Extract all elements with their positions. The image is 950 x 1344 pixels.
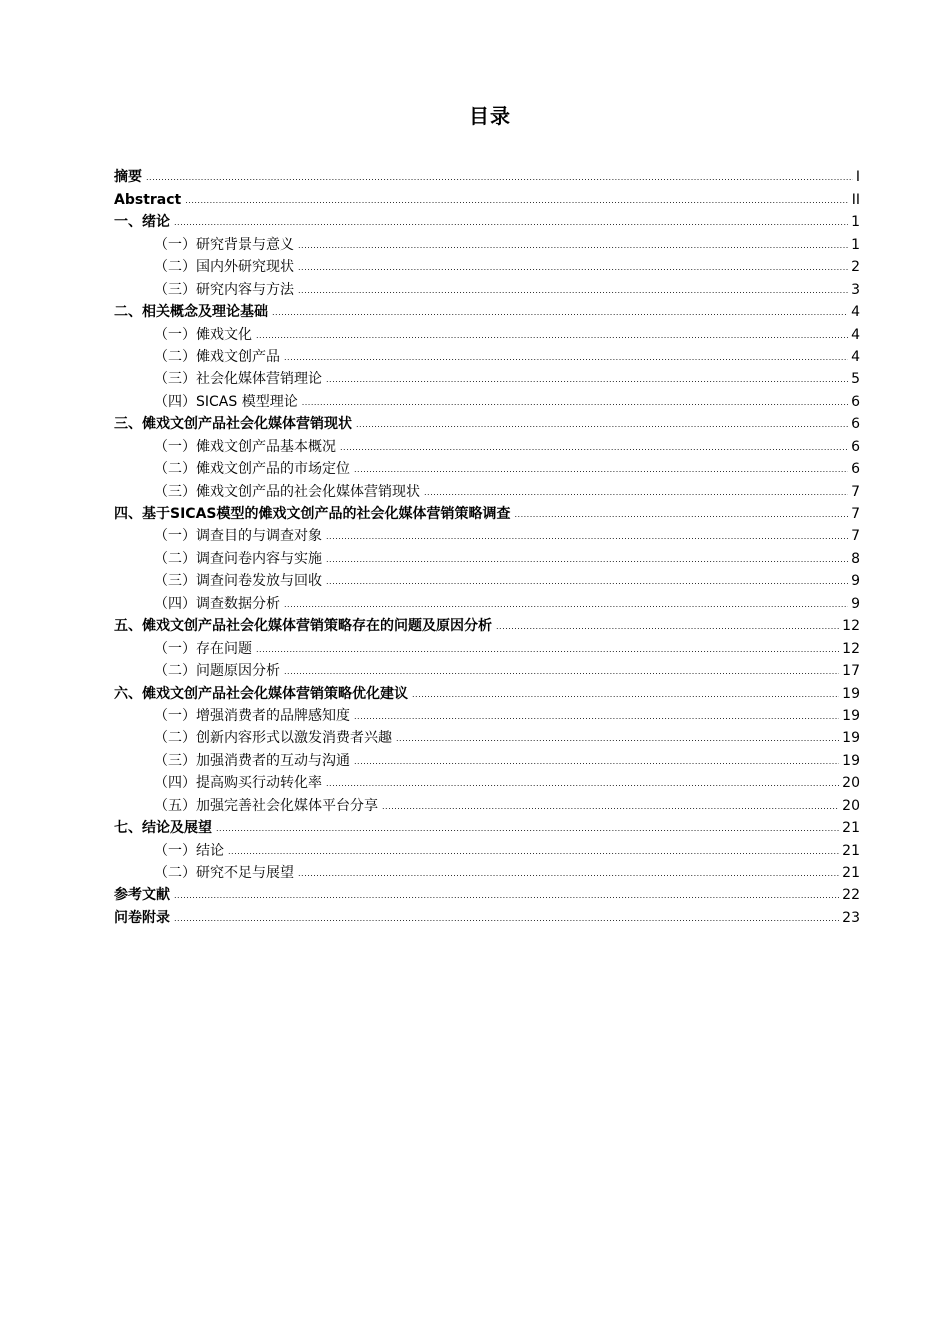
toc-dot-leader [496, 623, 839, 631]
toc-page-number: 6 [851, 461, 860, 478]
toc-entry-title: （四）SICAS 模型理论 [154, 393, 298, 410]
toc-page-number: 21 [842, 820, 860, 837]
toc-page-number: 5 [851, 371, 860, 388]
toc-entry-title: 二、相关概念及理论基础 [114, 304, 268, 321]
toc-page-number: 8 [851, 550, 860, 567]
toc-chapter-entry[interactable] [114, 904, 860, 926]
toc-entry-title: （二）国内外研究现状 [154, 259, 294, 276]
toc-entry-title: （三）社会化媒体营销理论 [154, 371, 322, 388]
toc-section-entry[interactable] [114, 770, 860, 792]
toc-entry-title: （二）研究不足与展望 [154, 865, 294, 881]
toc-dot-leader [284, 668, 839, 676]
toc-entry-title: （一）研究背景与意义 [154, 236, 294, 253]
toc-page-number: 22 [842, 887, 860, 904]
toc-page-number: 21 [842, 842, 860, 859]
toc-section-entry[interactable] [114, 703, 860, 725]
toc-page-number: 12 [842, 640, 860, 657]
toc-dot-leader [174, 892, 839, 900]
table-of-contents [114, 164, 860, 927]
toc-dot-leader [298, 870, 839, 878]
toc-section-entry[interactable] [114, 276, 860, 298]
toc-chapter-entry[interactable] [114, 815, 860, 837]
toc-dot-leader [174, 219, 848, 227]
toc-dot-leader [326, 533, 848, 541]
toc-section-entry[interactable] [114, 366, 860, 388]
toc-page-number: 20 [842, 797, 860, 814]
toc-section-entry[interactable] [114, 254, 860, 276]
toc-dot-leader [185, 197, 849, 205]
toc-chapter-entry[interactable] [114, 411, 860, 433]
toc-entry-title: （五）加强完善社会化媒体平台分享 [154, 797, 378, 814]
toc-page-number: 4 [851, 348, 860, 365]
toc-page-number: 3 [851, 281, 860, 298]
toc-page-number: 20 [842, 775, 860, 792]
toc-page-number: 7 [851, 528, 860, 545]
toc-section-entry[interactable] [114, 344, 860, 366]
toc-chapter-entry[interactable] [114, 680, 860, 702]
toc-dot-leader [174, 915, 839, 923]
toc-dot-leader [326, 578, 848, 586]
toc-entry-title: （二）创新内容形式以激发消费者兴趣 [154, 730, 392, 747]
toc-entry-title: （四）提高购买行动转化率 [154, 775, 322, 792]
toc-page-number: 23 [842, 909, 860, 926]
toc-page-number: 17 [842, 663, 860, 680]
toc-section-entry[interactable] [114, 545, 860, 567]
toc-dot-leader [284, 354, 848, 362]
toc-dot-leader [356, 421, 848, 429]
toc-section-entry[interactable] [114, 433, 860, 455]
toc-page-number: 9 [851, 595, 860, 612]
toc-chapter-entry[interactable] [114, 299, 860, 321]
toc-page-number: 9 [851, 573, 860, 590]
toc-entry-title: 三、傩戏文创产品社会化媒体营销现状 [114, 416, 352, 433]
toc-entry-title: （二）调查问卷内容与实施 [154, 550, 322, 567]
toc-section-entry[interactable] [114, 568, 860, 590]
toc-page-number: II [851, 191, 860, 208]
toc-dot-leader [354, 713, 839, 721]
toc-dot-leader [396, 735, 839, 743]
toc-dot-leader [340, 444, 848, 452]
toc-dot-leader [228, 848, 839, 856]
toc-page-number: 19 [842, 752, 860, 769]
toc-page-number: 19 [842, 685, 860, 702]
toc-chapter-entry[interactable] [114, 613, 860, 635]
toc-entry-title: （三）研究内容与方法 [154, 281, 294, 298]
toc-entry-title: 问卷附录 [114, 909, 170, 926]
toc-page-number: 12 [842, 618, 860, 635]
toc-page-number: 1 [851, 214, 860, 231]
toc-entry-title: 参考文献 [114, 887, 170, 904]
toc-entry-title: （一）增强消费者的品牌感知度 [154, 707, 350, 724]
toc-page-number: 21 [842, 865, 860, 881]
toc-entry-title: （一）傩戏文创产品基本概况 [154, 438, 336, 455]
toc-entry-title: （三）加强消费者的互动与沟通 [154, 752, 350, 769]
toc-chapter-entry[interactable] [114, 186, 860, 208]
toc-dot-leader [382, 803, 839, 811]
toc-entry-title: 一、绪论 [114, 214, 170, 231]
toc-page-number: 19 [842, 707, 860, 724]
toc-dot-leader [216, 825, 839, 833]
toc-dot-leader [298, 287, 848, 295]
toc-page-number: I [855, 169, 860, 186]
toc-entry-title: （一）傩戏文化 [154, 326, 252, 343]
toc-dot-leader [326, 376, 848, 384]
toc-section-entry[interactable] [114, 388, 860, 410]
toc-dot-leader [326, 556, 848, 564]
toc-entry-title: （三）傩戏文创产品的社会化媒体营销现状 [154, 483, 420, 500]
toc-page-number: 6 [851, 393, 860, 410]
toc-entry-title: Abstract [114, 191, 182, 208]
toc-entry-title: （二）傩戏文创产品的市场定位 [154, 461, 350, 478]
toc-dot-leader [256, 646, 839, 654]
toc-dot-leader [298, 264, 848, 272]
toc-section-entry[interactable] [114, 231, 860, 253]
toc-page-number: 7 [851, 506, 860, 522]
toc-page-number: 7 [851, 483, 860, 500]
toc-chapter-entry[interactable] [114, 209, 860, 231]
toc-page-number: 4 [851, 326, 860, 343]
toc-chapter-entry[interactable] [114, 501, 860, 523]
toc-page-number: 19 [842, 730, 860, 747]
toc-section-entry[interactable] [114, 725, 860, 747]
page-title: 目录 [469, 104, 511, 128]
toc-page-number: 6 [851, 438, 860, 455]
toc-section-entry[interactable] [114, 658, 860, 680]
toc-page-number: 6 [851, 416, 860, 433]
toc-dot-leader [412, 691, 839, 699]
toc-page-number: 2 [851, 259, 860, 276]
toc-section-entry[interactable] [114, 590, 860, 612]
toc-dot-leader [272, 309, 848, 317]
toc-chapter-entry[interactable] [114, 164, 860, 186]
toc-section-entry[interactable] [114, 456, 860, 478]
toc-section-entry[interactable] [114, 747, 860, 769]
toc-dot-leader [514, 511, 848, 519]
toc-dot-leader [354, 466, 848, 474]
toc-entry-title: 四、基于SICAS模型的傩戏文创产品的社会化媒体营销策略调查 [114, 506, 511, 522]
toc-section-entry[interactable] [114, 792, 860, 814]
toc-section-entry[interactable] [114, 837, 860, 859]
toc-dot-leader [284, 601, 848, 609]
toc-dot-leader [424, 489, 848, 497]
toc-dot-leader [302, 399, 848, 407]
toc-section-entry[interactable] [114, 478, 860, 500]
toc-dot-leader [354, 758, 839, 766]
toc-entry-title: 七、结论及展望 [114, 820, 212, 837]
toc-page-number: 4 [851, 304, 860, 321]
toc-section-entry[interactable] [114, 523, 860, 545]
toc-section-entry[interactable] [114, 321, 860, 343]
toc-entry-title: （一）存在问题 [154, 640, 252, 657]
toc-dot-leader [146, 174, 853, 182]
toc-page-number: 1 [851, 236, 860, 253]
toc-entry-title: 摘要 [114, 169, 142, 186]
toc-dot-leader [298, 242, 848, 250]
toc-entry-title: （一）调查目的与调查对象 [154, 528, 322, 545]
toc-entry-title: 五、傩戏文创产品社会化媒体营销策略存在的问题及原因分析 [114, 618, 492, 635]
toc-chapter-entry[interactable] [114, 882, 860, 904]
toc-entry-title: （二）傩戏文创产品 [154, 348, 280, 365]
toc-section-entry[interactable] [114, 635, 860, 657]
toc-dot-leader [256, 332, 848, 340]
toc-section-entry[interactable] [114, 860, 860, 882]
toc-entry-title: （二）问题原因分析 [154, 663, 280, 680]
toc-entry-title: （四）调查数据分析 [154, 595, 280, 612]
toc-entry-title: （一）结论 [154, 842, 224, 859]
toc-entry-title: （三）调查问卷发放与回收 [154, 573, 322, 590]
toc-dot-leader [326, 780, 839, 788]
toc-entry-title: 六、傩戏文创产品社会化媒体营销策略优化建议 [114, 685, 408, 702]
